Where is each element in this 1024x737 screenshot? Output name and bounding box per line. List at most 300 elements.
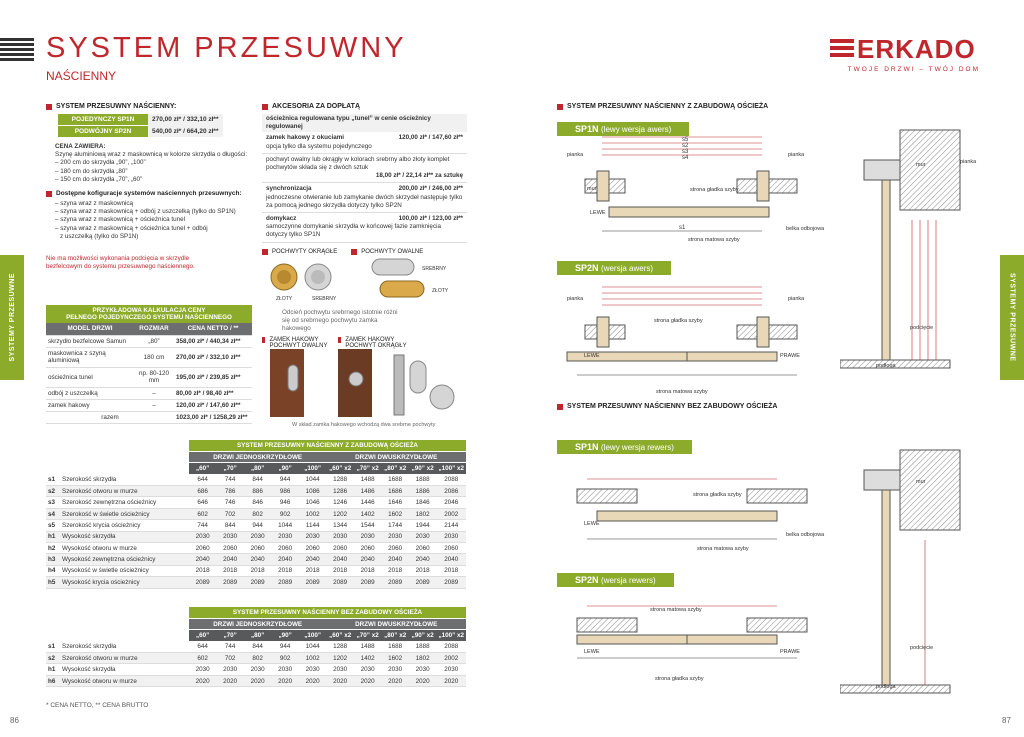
cell-value: 1688 bbox=[381, 641, 409, 652]
cell-value: 744 bbox=[216, 474, 244, 485]
cell-value: 2060 bbox=[354, 543, 382, 554]
table2-group-double: DRZWI DWUSKRZYDŁOWE bbox=[326, 618, 466, 629]
cell-value: 2002 bbox=[436, 508, 466, 519]
svg-text:s2: s2 bbox=[682, 143, 689, 149]
cell-value: 2030 bbox=[244, 531, 272, 542]
col-header: „100” bbox=[299, 630, 327, 641]
label-mur: mur bbox=[587, 186, 597, 192]
system-note: Nie ma możliwości wykonania podcięcia w skrzydle bezfelcowym do systemu przesuwnego naściennego. bbox=[46, 255, 195, 271]
cell-value: 2144 bbox=[436, 520, 466, 531]
system-row-price: 540,00 zł* / 664,20 zł** bbox=[148, 126, 223, 138]
cell-value: 2030 bbox=[271, 664, 299, 675]
table-row bbox=[46, 531, 466, 542]
table-row bbox=[46, 520, 466, 531]
cell-value: 2089 bbox=[326, 577, 354, 588]
calc-price: 1023,00 zł* / 1258,29 zł** bbox=[174, 411, 252, 423]
svg-text:s4: s4 bbox=[682, 155, 689, 161]
cell-value: 1488 bbox=[354, 474, 382, 485]
bullet-square-icon bbox=[557, 404, 563, 410]
table1-group-double: DRZWI DWUSKRZYDŁOWE bbox=[326, 451, 466, 462]
row-label: Wysokość w świetle ościeżnicy bbox=[60, 565, 189, 576]
cell-value: 2089 bbox=[271, 577, 299, 588]
variant-sp1n-awers: SP1N (lewy wersja awers) bbox=[557, 122, 689, 136]
label-strona-gladka: strona gładka szyby bbox=[690, 187, 739, 193]
label-mur-2: mur bbox=[916, 162, 926, 168]
row-label: Szerokość otworu w murze bbox=[60, 653, 189, 664]
col-header: „60” x2 bbox=[326, 630, 354, 641]
acc-item-zamek: zamek hakowy z okuciami 120,00 zł* / 147,60 zł** opcja tylko dla systemu pojedynczego bbox=[262, 132, 467, 153]
handles-illustration bbox=[262, 255, 467, 305]
cell-value: 2018 bbox=[436, 565, 466, 576]
cell-value: 1402 bbox=[354, 653, 382, 664]
label-lewe-2: LEWE bbox=[584, 353, 600, 359]
cell-value: 1288 bbox=[326, 641, 354, 652]
cell-value: 2030 bbox=[381, 664, 409, 675]
cell-value: 2089 bbox=[409, 577, 437, 588]
cell-value: 2018 bbox=[326, 565, 354, 576]
system-row-label: POJEDYNCZY SP1N bbox=[58, 114, 148, 126]
variant-sp2n-rewers: SP2N (wersja rewers) bbox=[557, 573, 674, 587]
variant-sp1n-rewers: SP1N (lewy wersja rewers) bbox=[557, 440, 692, 454]
row-key: h6 bbox=[46, 675, 60, 686]
cell-value: 2018 bbox=[216, 565, 244, 576]
cell-value: 2089 bbox=[381, 577, 409, 588]
cell-value: 1888 bbox=[409, 474, 437, 485]
cell-value: 1044 bbox=[299, 641, 327, 652]
cell-value: 1144 bbox=[299, 520, 327, 531]
calc-title: PRZYKŁADOWA KALKULACJA CENY PEŁNEGO POJEDYNCZEGO SYSTEMU NAŚCIENNEGO bbox=[46, 305, 252, 323]
elevation-drawing-2 bbox=[840, 440, 990, 700]
cell-value: 2018 bbox=[354, 565, 382, 576]
cell-value: 2018 bbox=[244, 565, 272, 576]
cell-value: 802 bbox=[244, 653, 272, 664]
cell-value: 1044 bbox=[299, 474, 327, 485]
label-strona-gladka-4: strona gładka szyby bbox=[655, 676, 704, 682]
cell-value: 2040 bbox=[271, 554, 299, 565]
cell-value: 1044 bbox=[271, 520, 299, 531]
label-pianka-right: pianka bbox=[788, 152, 805, 158]
system-row-label: PODWÓJNY SP2N bbox=[58, 126, 148, 138]
cell-value: 886 bbox=[244, 486, 272, 497]
label-pianka-left-2: pianka bbox=[567, 296, 584, 302]
locks-illustration bbox=[262, 349, 467, 419]
cell-value: 2089 bbox=[216, 577, 244, 588]
table-row bbox=[46, 577, 466, 588]
cell-value: 2020 bbox=[244, 675, 272, 686]
config-list: – szyna wraz z maskownicą – szyna wraz z maskownicą + odbój z uszczelką (tylko do SP1N) – szyna wraz z maskownicą + ościeżnica tunel – szyna wraz z maskownicą + ościeżnica tunel + odbój z uszczelką (tylko do SP1N) bbox=[55, 200, 236, 240]
col-header: „80” bbox=[244, 463, 272, 474]
cell-value: 644 bbox=[189, 474, 217, 485]
dimension-table-1 bbox=[46, 440, 466, 589]
calc-size: 180 cm bbox=[134, 347, 174, 367]
cell-value: 2030 bbox=[189, 531, 217, 542]
cell-value: 2018 bbox=[381, 565, 409, 576]
cell-value: 2018 bbox=[189, 565, 217, 576]
col-header: „70” bbox=[216, 630, 244, 641]
calc-model: ościeżnica tunel bbox=[46, 367, 134, 387]
cell-value: 2089 bbox=[189, 577, 217, 588]
cell-value: 2089 bbox=[244, 577, 272, 588]
label-prawe-2: PRAWE bbox=[780, 649, 800, 655]
row-key: h2 bbox=[46, 543, 60, 554]
col-header: „90” bbox=[271, 630, 299, 641]
oval-gold-label: ZŁOTY bbox=[432, 288, 449, 294]
table-row bbox=[46, 474, 466, 485]
cell-value: 2030 bbox=[216, 531, 244, 542]
row-label: Wysokość skrzydła bbox=[60, 664, 189, 675]
cell-value: 1802 bbox=[409, 653, 437, 664]
page-number-left: 86 bbox=[10, 716, 19, 725]
col-header: „90” bbox=[271, 463, 299, 474]
cell-value: 2040 bbox=[189, 554, 217, 565]
cell-value: 2060 bbox=[244, 543, 272, 554]
col-header: „70” x2 bbox=[354, 463, 382, 474]
calc-model: maskownica z szyną aluminiową bbox=[46, 347, 134, 367]
row-label: Szerokość skrzydła bbox=[60, 641, 189, 652]
table2-title: SYSTEM PRZESUWNY NAŚCIENNY BEZ ZABUDOWY OŚCIEŻA bbox=[189, 607, 466, 618]
sp2n-awers-drawing bbox=[557, 275, 817, 387]
cell-value: 902 bbox=[271, 508, 299, 519]
header-stripes bbox=[0, 38, 34, 63]
col-header: „80” bbox=[244, 630, 272, 641]
cell-value: 2030 bbox=[436, 531, 466, 542]
cell-value: 2040 bbox=[299, 554, 327, 565]
system-section bbox=[46, 103, 252, 271]
row-key: s5 bbox=[46, 520, 60, 531]
col-header: „90” x2 bbox=[409, 463, 437, 474]
cell-value: 2088 bbox=[436, 641, 466, 652]
row-label: Wysokość otworu w murze bbox=[60, 675, 189, 686]
cell-value: 2030 bbox=[244, 664, 272, 675]
cell-value: 602 bbox=[189, 653, 217, 664]
row-key: h5 bbox=[46, 577, 60, 588]
cell-value: 1286 bbox=[326, 486, 354, 497]
system-heading: SYSTEM PRZESUWNY NAŚCIENNY: bbox=[46, 103, 252, 110]
cell-value: 2018 bbox=[271, 565, 299, 576]
row-key: h1 bbox=[46, 664, 60, 675]
table-row bbox=[46, 641, 466, 652]
calc-price: 120,00 zł* / 147,60 zł** bbox=[174, 399, 252, 411]
bullet-square-icon bbox=[557, 104, 563, 110]
svg-text:s1: s1 bbox=[679, 225, 686, 231]
cell-value: 1402 bbox=[354, 508, 382, 519]
cell-value: 2030 bbox=[436, 664, 466, 675]
svg-text:s3: s3 bbox=[682, 149, 689, 155]
row-label: Szerokość otworu w murze bbox=[60, 486, 189, 497]
cell-value: 2060 bbox=[409, 543, 437, 554]
cell-value: 2030 bbox=[409, 664, 437, 675]
cell-value: 986 bbox=[271, 486, 299, 497]
row-key: s3 bbox=[46, 497, 60, 508]
label-podloga-2: podłoga bbox=[876, 684, 896, 690]
row-key: s2 bbox=[46, 653, 60, 664]
dimension-table-2 bbox=[46, 607, 466, 687]
row-label: Wysokość krycia ościeżnicy bbox=[60, 577, 189, 588]
col-header: „60” bbox=[189, 463, 217, 474]
table1-title: SYSTEM PRZESUWNY NAŚCIENNY Z ZABUDOWĄ OŚCIEŻA bbox=[189, 440, 466, 451]
system-price-table bbox=[58, 114, 223, 137]
calc-size: – bbox=[134, 387, 174, 399]
calc-model: razem bbox=[46, 411, 174, 423]
cell-value: 2030 bbox=[189, 664, 217, 675]
cell-value: 2020 bbox=[409, 675, 437, 686]
cell-value: 1886 bbox=[409, 486, 437, 497]
cell-value: 1002 bbox=[299, 508, 327, 519]
cell-value: 1046 bbox=[299, 497, 327, 508]
cell-value: 2060 bbox=[299, 543, 327, 554]
row-key: s4 bbox=[46, 508, 60, 519]
cell-value: 1246 bbox=[326, 497, 354, 508]
col-header: „90” x2 bbox=[409, 630, 437, 641]
cell-value: 1646 bbox=[381, 497, 409, 508]
row-key: s1 bbox=[46, 641, 60, 652]
logo-tagline: TWOJE DRZWI – TWÓJ DOM bbox=[847, 66, 980, 73]
label-strona-matowa: strona matowa szyby bbox=[688, 237, 740, 243]
cell-value: 2020 bbox=[271, 675, 299, 686]
cell-value: 602 bbox=[189, 508, 217, 519]
label-podciecie-2: podcięcie bbox=[910, 645, 934, 651]
cell-value: 2060 bbox=[381, 543, 409, 554]
calc-model: skrzydło bezfelcowe Samun bbox=[46, 335, 134, 347]
label-belka: belka odbojowa bbox=[786, 226, 825, 232]
row-label: Szerokość skrzydła bbox=[60, 474, 189, 485]
table-row bbox=[46, 653, 466, 664]
page-title: SYSTEM PRZESUWNY bbox=[46, 32, 407, 64]
cell-value: 846 bbox=[244, 497, 272, 508]
col-header: „70” bbox=[216, 463, 244, 474]
cell-value: 2060 bbox=[326, 543, 354, 554]
row-label: Szerokość krycia ościeżnicy bbox=[60, 520, 189, 531]
cell-value: 1688 bbox=[381, 474, 409, 485]
lock-round-label: ZAMEK HAKOWY POCHWYT OKRĄGŁY bbox=[338, 337, 408, 349]
sp1n-rewers-drawing bbox=[557, 455, 817, 555]
cell-value: 1686 bbox=[381, 486, 409, 497]
table-row bbox=[46, 543, 466, 554]
label-pianka-left: pianka bbox=[567, 152, 584, 158]
lock-oval-label: ZAMEK HAKOWY POCHWYT OWALNY bbox=[262, 337, 332, 349]
cell-value: 1944 bbox=[409, 520, 437, 531]
cell-value: 2046 bbox=[436, 497, 466, 508]
logo-text: ERKADO bbox=[857, 34, 976, 64]
label-strona-matowa-3: strona matowa szyby bbox=[697, 546, 749, 552]
cell-value: 944 bbox=[271, 474, 299, 485]
label-strona-matowa-4: strona matowa szyby bbox=[650, 607, 702, 613]
cell-value: 702 bbox=[216, 653, 244, 664]
row-label: Wysokość otworu w murze bbox=[60, 543, 189, 554]
cell-value: 744 bbox=[216, 641, 244, 652]
acc-item-pochwyt: pochwyt owalny lub okrągły w kolorach srebrny albo złoty komplet pochwytów składa się z dwóch sztuk 18,00 zł* / 22,14 zł** za sztukę bbox=[262, 154, 467, 184]
cell-value: 2020 bbox=[299, 675, 327, 686]
label-strona-matowa-2: strona matowa szyby bbox=[656, 389, 708, 395]
table1-group-single: DRZWI JEDNOSKRZYDŁOWE bbox=[189, 451, 327, 462]
right-heading-1: SYSTEM PRZESUWNY NAŚCIENNY Z ZABUDOWĄ OŚCIEŻA bbox=[557, 103, 768, 110]
cell-value: 2020 bbox=[354, 675, 382, 686]
cell-value: 1602 bbox=[381, 508, 409, 519]
svg-text:s5: s5 bbox=[682, 137, 689, 143]
col-header: „70” x2 bbox=[354, 630, 382, 641]
label-mur-3: mur bbox=[916, 479, 926, 485]
label-pianka-3: pianka bbox=[960, 159, 977, 165]
acc-item-tunel: ościeżnica regulowana typu „tunel” w cenie ościeżnicy regulowanej bbox=[262, 114, 467, 132]
cell-value: 944 bbox=[244, 520, 272, 531]
calc-header: CENA NETTO / ** bbox=[174, 323, 252, 335]
calc-price: 358,00 zł* / 440,34 zł** bbox=[174, 335, 252, 347]
cell-value: 786 bbox=[216, 486, 244, 497]
label-strona-gladka-2: strona gładka szyby bbox=[654, 318, 703, 324]
cell-value: 1488 bbox=[354, 641, 382, 652]
cell-value: 2060 bbox=[436, 543, 466, 554]
hook-lock-icon bbox=[394, 355, 404, 415]
cell-value: 2030 bbox=[326, 664, 354, 675]
calc-model: odbój z uszczelką bbox=[46, 387, 134, 399]
table-row bbox=[46, 508, 466, 519]
row-label: Szerokość w świetle ościeżnicy bbox=[60, 508, 189, 519]
cell-value: 2060 bbox=[189, 543, 217, 554]
oval-handles-label: POCHWYTY OWALNE bbox=[351, 249, 423, 255]
logo-mark-icon bbox=[830, 39, 854, 60]
cell-value: 1288 bbox=[326, 474, 354, 485]
cell-value: 2060 bbox=[271, 543, 299, 554]
cell-value: 1602 bbox=[381, 653, 409, 664]
calc-header: ROZMIAR bbox=[134, 323, 174, 335]
cell-value: 2089 bbox=[436, 577, 466, 588]
gold-oval-handle-icon bbox=[380, 281, 424, 297]
label-lewe: LEWE bbox=[590, 210, 606, 216]
col-header: „80” x2 bbox=[381, 630, 409, 641]
cell-value: 2040 bbox=[381, 554, 409, 565]
row-label: Wysokość zewnętrzna ościeżnicy bbox=[60, 554, 189, 565]
label-lewe-3: LEWE bbox=[584, 521, 600, 527]
cell-value: 2018 bbox=[299, 565, 327, 576]
col-header: „100” bbox=[299, 463, 327, 474]
cell-value: 2040 bbox=[354, 554, 382, 565]
cell-value: 1344 bbox=[326, 520, 354, 531]
table2-group-single: DRZWI JEDNOSKRZYDŁOWE bbox=[189, 618, 327, 629]
calc-price: 195,00 zł* / 239,85 zł** bbox=[174, 367, 252, 387]
cell-value: 1202 bbox=[326, 508, 354, 519]
row-key: h1 bbox=[46, 531, 60, 542]
bullet-square-icon bbox=[46, 191, 52, 197]
col-header: „100” x2 bbox=[436, 463, 466, 474]
accessories-section bbox=[262, 103, 467, 429]
calc-price: 80,00 zł* / 98,40 zł** bbox=[174, 387, 252, 399]
cell-value: 844 bbox=[244, 641, 272, 652]
accessories-heading: AKCESORIA ZA DOPŁATĄ bbox=[262, 103, 467, 110]
table-row bbox=[46, 554, 466, 565]
label-podciecie: podcięcie bbox=[910, 325, 934, 331]
cell-value: 2018 bbox=[409, 565, 437, 576]
handles-note: Odcień pochwytu srebrnego istotnie różni się od srebrnego pochwytu zamka hakowego bbox=[282, 308, 398, 333]
cell-value: 2030 bbox=[299, 664, 327, 675]
bullet-square-icon bbox=[262, 104, 268, 110]
acc-item-domykacz: domykacz 100,00 zł* / 123,00 zł** samoczynne domykanie skrzydła w końcowej fazie zamknięcia dotyczy tylko SP1N bbox=[262, 213, 467, 243]
label-lewe-4: LEWE bbox=[584, 649, 600, 655]
cell-value: 746 bbox=[216, 497, 244, 508]
table-row bbox=[46, 565, 466, 576]
cell-value: 2020 bbox=[436, 675, 466, 686]
cell-value: 702 bbox=[216, 508, 244, 519]
round-handles-label: POCHWYTY OKRĄGŁE bbox=[262, 249, 337, 255]
gold-label: ZŁOTY bbox=[276, 296, 293, 302]
cell-value: 2030 bbox=[216, 664, 244, 675]
col-header: „60” bbox=[189, 630, 217, 641]
cell-value: 2086 bbox=[436, 486, 466, 497]
cell-value: 1744 bbox=[381, 520, 409, 531]
footnote: * CENA NETTO, ** CENA BRUTTO bbox=[46, 702, 149, 709]
label-prawe: PRAWE bbox=[780, 353, 800, 359]
cell-value: 2030 bbox=[354, 531, 382, 542]
cell-value: 2030 bbox=[299, 531, 327, 542]
col-header: „100” x2 bbox=[436, 630, 466, 641]
side-tab-right: SYSTEMY PRZESUWNE bbox=[1000, 255, 1024, 380]
cell-value: 2020 bbox=[381, 675, 409, 686]
cell-value: 944 bbox=[271, 641, 299, 652]
cell-value: 1544 bbox=[354, 520, 382, 531]
variant-sp2n-awers: SP2N (wersja awers) bbox=[557, 261, 671, 275]
label-strona-gladka-3: strona gładka szyby bbox=[693, 492, 742, 498]
label-pianka-right-2: pianka bbox=[788, 296, 805, 302]
oval-silver-label: SREBRNY bbox=[422, 266, 447, 272]
cell-value: 644 bbox=[189, 641, 217, 652]
cena-zawiera: CENA ZAWIERA: Szynę aluminiową wraz z maskownicą w kolorze skrzydła o długości: – 200 cm do skrzydła „90”, „100” – 180 cm do skrzydła „80” – 150 cm do skrzydła „70”, „60” bbox=[55, 143, 248, 183]
cell-value: 844 bbox=[216, 520, 244, 531]
cell-value: 646 bbox=[189, 497, 217, 508]
cell-value: 2040 bbox=[436, 554, 466, 565]
cell-value: 1846 bbox=[409, 497, 437, 508]
acc-item-synchronizacja: synchronizacja 200,00 zł* / 246,00 zł** jednoczesne otwieranie lub zamykanie dwóch skrzydeł następuje tylko za pomocą jednego skrzydła dotyczy tylko SP2N bbox=[262, 183, 467, 213]
cell-value: 946 bbox=[271, 497, 299, 508]
cell-value: 844 bbox=[244, 474, 272, 485]
cell-value: 2089 bbox=[299, 577, 327, 588]
cell-value: 2030 bbox=[409, 531, 437, 542]
cell-value: 2030 bbox=[381, 531, 409, 542]
silver-oval-handle-icon bbox=[372, 259, 414, 275]
calc-size: „80” bbox=[134, 335, 174, 347]
table-row bbox=[46, 675, 466, 686]
cell-value: 2040 bbox=[216, 554, 244, 565]
cell-value: 2040 bbox=[326, 554, 354, 565]
cell-value: 2089 bbox=[354, 577, 382, 588]
calc-size: – bbox=[134, 399, 174, 411]
cell-value: 2020 bbox=[326, 675, 354, 686]
cell-value: 1802 bbox=[409, 508, 437, 519]
cell-value: 2088 bbox=[436, 474, 466, 485]
cell-value: 1086 bbox=[299, 486, 327, 497]
silver-label: SREBRNY bbox=[312, 296, 337, 302]
locks-row bbox=[262, 337, 467, 349]
bullet-square-icon bbox=[46, 104, 52, 110]
cell-value: 2040 bbox=[409, 554, 437, 565]
cell-value: 2040 bbox=[244, 554, 272, 565]
right-heading-2: SYSTEM PRZESUWNY NAŚCIENNY BEZ ZABUDOWY OŚCIEŻA bbox=[557, 403, 777, 410]
cell-value: 902 bbox=[271, 653, 299, 664]
cell-value: 1202 bbox=[326, 653, 354, 664]
col-header: „60” x2 bbox=[326, 463, 354, 474]
cell-value: 2060 bbox=[216, 543, 244, 554]
cell-value: 1486 bbox=[354, 486, 382, 497]
table-row bbox=[46, 486, 466, 497]
calc-price: 270,00 zł* / 332,10 zł** bbox=[174, 347, 252, 367]
calc-header: MODEL DRZWI bbox=[46, 323, 134, 335]
row-key: s1 bbox=[46, 474, 60, 485]
erkado-logo bbox=[830, 34, 980, 73]
table-row bbox=[46, 497, 466, 508]
row-label: Szerokość zewnętrzna ościeżnicy bbox=[60, 497, 189, 508]
system-row-price: 270,00 zł* / 332,10 zł** bbox=[148, 114, 223, 126]
cell-value: 2020 bbox=[216, 675, 244, 686]
table-row bbox=[46, 664, 466, 675]
calc-table bbox=[46, 305, 252, 424]
